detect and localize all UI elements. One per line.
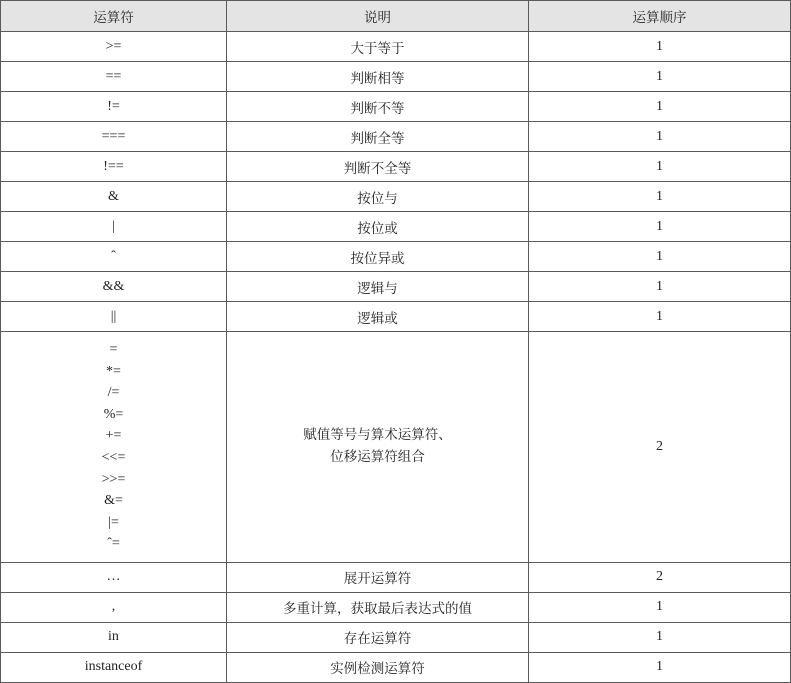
description-cell [227, 332, 529, 563]
description-line: 赋值等号与算术运算符、 [303, 427, 452, 444]
order-cell: 2 [529, 562, 791, 592]
operator-cell: != [1, 92, 227, 122]
description-cell: 逻辑与 [227, 272, 529, 302]
operator-cell: instanceof [1, 652, 227, 682]
order-cell: 1 [529, 182, 791, 212]
order-cell: 1 [529, 32, 791, 62]
table-row [1, 652, 791, 682]
description-line: 位移运算符组合 [330, 448, 425, 465]
order-cell: 1 [529, 592, 791, 622]
operator-cell: & [1, 182, 227, 212]
operator-cell: ˆ [1, 242, 227, 272]
description-cell: 实例检测运算符 [227, 652, 529, 682]
operator-cell: !== [1, 152, 227, 182]
description-cell: 按位或 [227, 212, 529, 242]
table-row [1, 592, 791, 622]
description-cell: 存在运算符 [227, 622, 529, 652]
operator-line: &= [104, 493, 123, 509]
order-cell: 1 [529, 62, 791, 92]
operator-cell: || [1, 302, 227, 332]
order-cell: 2 [529, 332, 791, 563]
table-row [1, 622, 791, 652]
order-cell: 1 [529, 92, 791, 122]
operator-line: %= [103, 406, 124, 422]
operator-cell: in [1, 622, 227, 652]
description-cell: 判断全等 [227, 122, 529, 152]
table-row [1, 62, 791, 92]
operator-cell-multi [1, 332, 227, 563]
order-cell: 1 [529, 122, 791, 152]
order-cell: 1 [529, 302, 791, 332]
description-cell: 判断相等 [227, 62, 529, 92]
table-row [1, 32, 791, 62]
operator-line: ˆ= [107, 536, 120, 552]
description-cell: 展开运算符 [227, 562, 529, 592]
table-row [1, 122, 791, 152]
table-header-row [1, 1, 791, 32]
operator-cell: == [1, 62, 227, 92]
description-cell: 判断不等 [227, 92, 529, 122]
description-cell: 判断不全等 [227, 152, 529, 182]
operator-line: += [105, 428, 122, 444]
order-cell: 1 [529, 652, 791, 682]
operator-line: >>= [101, 471, 126, 487]
table-row [1, 152, 791, 182]
table-row [1, 272, 791, 302]
operator-line: = [109, 342, 118, 357]
operator-cell: | [1, 212, 227, 242]
order-cell: 1 [529, 622, 791, 652]
table-row [1, 242, 791, 272]
header-description: 说明 [227, 1, 529, 32]
header-operator: 运算符 [1, 1, 227, 32]
header-order: 运算顺序 [529, 1, 791, 32]
description-cell: 逻辑或 [227, 302, 529, 332]
table-row [1, 562, 791, 592]
order-cell: 1 [529, 212, 791, 242]
operator-line: *= [106, 363, 121, 379]
order-cell: 1 [529, 272, 791, 302]
order-cell: 1 [529, 152, 791, 182]
description-cell: 大于等于 [227, 32, 529, 62]
description-cell: 多重计算，获取最后表达式的值 [227, 592, 529, 622]
operator-line: /= [107, 385, 120, 401]
table-row-assignment-group [1, 332, 791, 563]
table-row [1, 92, 791, 122]
order-cell: 1 [529, 242, 791, 272]
description-cell: 按位与 [227, 182, 529, 212]
operator-line: <<= [101, 449, 126, 465]
operator-cell: … [1, 562, 227, 592]
description-cell: 按位异或 [227, 242, 529, 272]
table-row [1, 182, 791, 212]
operator-line: |= [108, 514, 119, 530]
operator-cell: && [1, 272, 227, 302]
operator-cell: , [1, 592, 227, 622]
operator-cell: >= [1, 32, 227, 62]
table-row [1, 302, 791, 332]
table-row [1, 212, 791, 242]
operator-cell: === [1, 122, 227, 152]
